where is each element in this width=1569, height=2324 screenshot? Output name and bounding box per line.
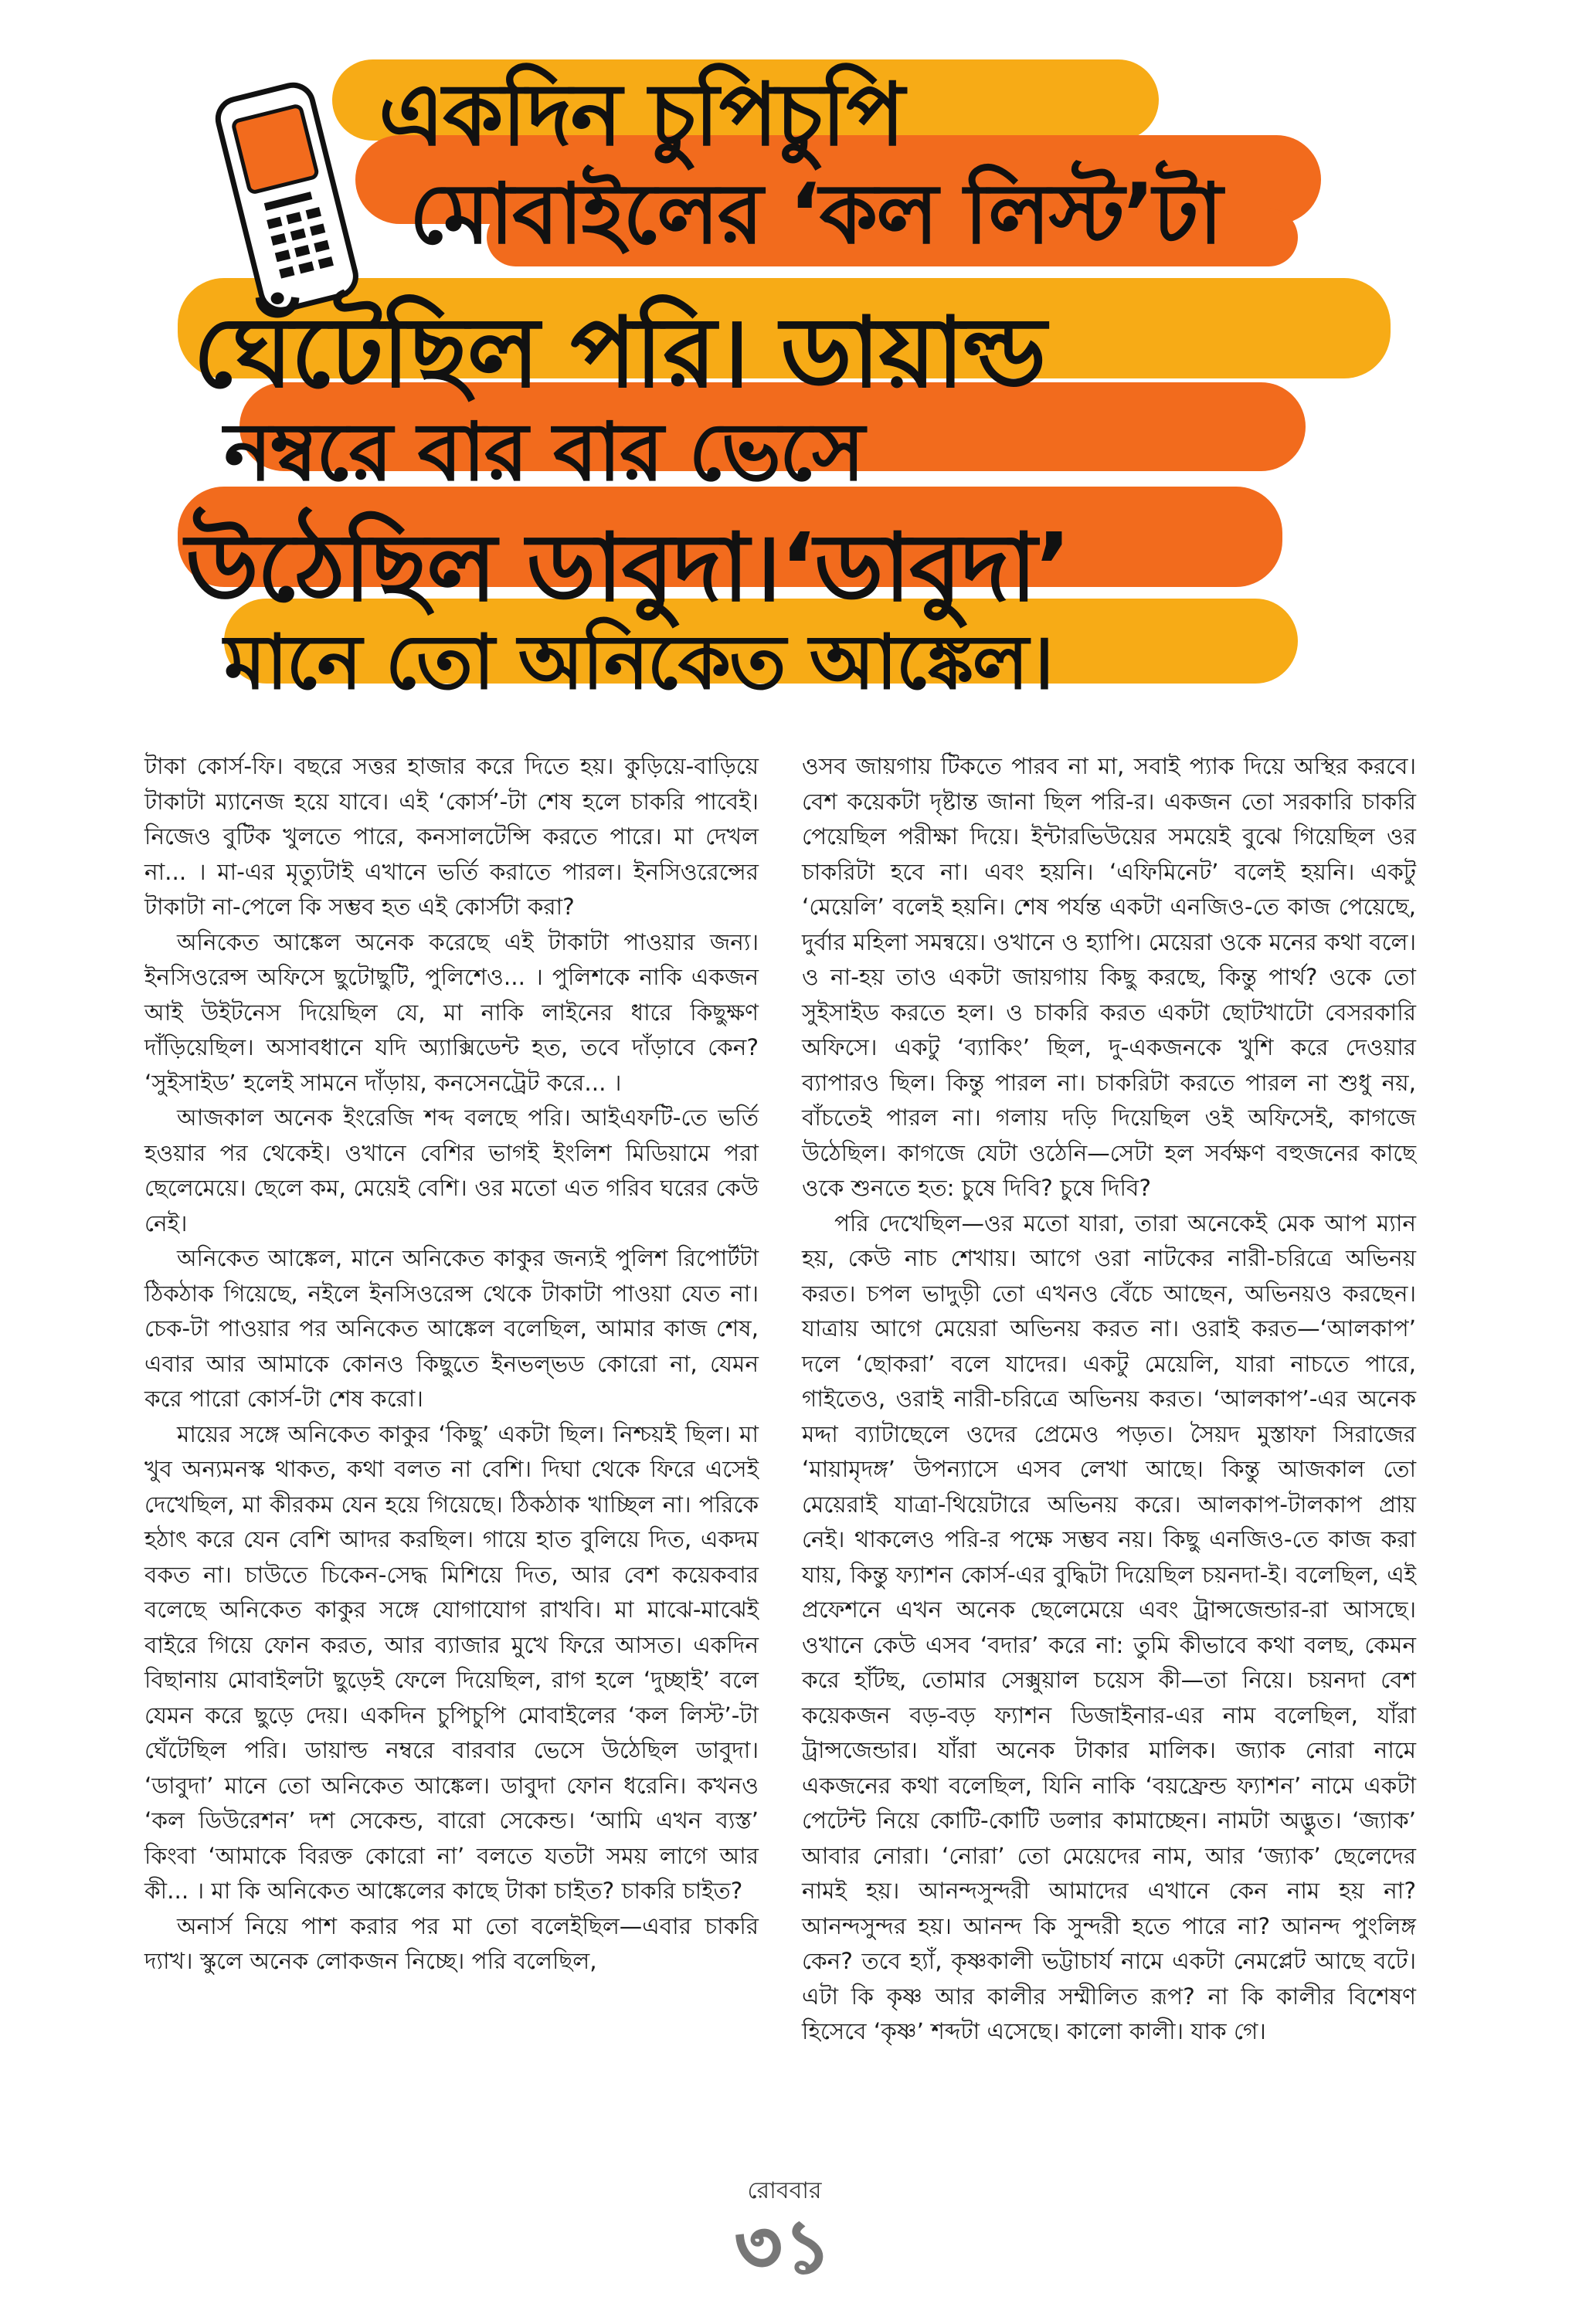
- paragraph: অনার্স নিয়ে পাশ করার পর মা তো বলেইছিল—এবার চাকরি দ্যাখ। স্কুলে অনেক লোকজন নিচ্ছে। পরি বলেছিল,: [144, 1912, 759, 1974]
- paragraph: আজকাল অনেক ইংরেজি শব্দ বলছে পরি। আইএফটি-তে ভর্তি হওয়ার পর থেকেই। ওখানে বেশির ভাগই ইংলিশ মিডিয়ামে পরা ছেলেমেয়ে। ছেলে কম, মেয়েই বেশি। ওর মতো এত গরিব ঘরের কেউ নেই।: [144, 1104, 759, 1237]
- headline-line-4: নম্বরে বার বার ভেসে: [224, 405, 864, 499]
- paragraph: অনিকেত আঙ্কেল, মানে অনিকেত কাকুর জন্যই পুলিশ রিপোর্টটা ঠিকঠাক গিয়েছে, নইলে ইনসিওরেন্স থেকে টাকাটা পাওয়া যেত না। চেক-টা পাওয়ার পর অনিকেত আঙ্কেল বলেছিল, আমার কাজ শেষ, এবার আর আমাকে কোনও কিছুতে ইনভল্ভড কোরো না, যেমন করে পারো কোর্স-টা শেষ করো।: [144, 1245, 759, 1412]
- paragraph: ওসব জায়গায় টিকতে পারব না মা, সবাই প্যাক দিয়ে অস্থির করবে। বেশ কয়েকটা দৃষ্টান্ত জানা ছিল পরি-র। একজন তো সরকারি চাকরি পেয়েছিল পরীক্ষা দিয়ে। ইন্টারভিউয়ের সময়েই বুঝে গিয়েছিল ওর চাকরিটা হবে না। এবং হয়নি। ‘এফিমিনেট’ বলেই হয়নি। একটু ‘মেয়েলি’ বলেই হয়নি। শেষ পর্যন্ত একটা এনজিও-তে কাজ পেয়েছে, দুর্বার মহিলা সমন্বয়ে। ওখানে ও হ্যাপি। মেয়েরা ওকে মনের কথা বলে। ও না-হয় তাও একটা জায়গায় কিছু করছে, কিন্তু পার্থ? ওকে তো সুইসাইড করতে হল। ও চাকরি করত একটা ছোটখাটো বেসরকারি অফিসে। একটু ‘ব্যাকিং’ ছিল, দু-একজনকে খুশি করে দেওয়ার ব্যাপারও ছিল। কিন্তু পারল না। চাকরিটা করতে পারল না শুধু নয়, বাঁচতেই পারল না। গলায় দড়ি দিয়েছিল ওই অফিসেই, কাগজে উঠেছিল। কাগজে যেটা ওঠেনি—সেটা হল সর্বক্ষণ বহুজনের কাছে ওকে শুনতে হত: চুষে দিবি? চুষে দিবি?: [802, 753, 1416, 1201]
- headline-line-1: একদিন চুপিচুপি: [379, 65, 904, 165]
- paragraph: টাকা কোর্স-ফি। বছরে সত্তর হাজার করে দিতে হয়। কুড়িয়ে-বাড়িয়ে টাকাটা ম্যানেজ হয়ে যাবে। এই ‘কোর্স’-টা শেষ হলে চাকরি পাবেই। নিজেও বুটিক খুলতে পারে, কনসালটেন্সি করতে পারে। মা দেখল না... । মা-এর মৃত্যুটাই এখানে ভর্তি করাতে পারল। ইনসিওরেন্সের টাকাটা না-পেলে কি সম্ভব হত এই কোর্সটা করা?: [144, 753, 759, 920]
- article-column-left: [144, 749, 759, 1980]
- paragraph: অনিকেত আঙ্কেল অনেক করেছে এই টাকাটা পাওয়ার জন্য। ইনসিওরেন্স অফিসে ছুটোছুটি, পুলিশেও... । পুলিশকে নাকি একজন আই উইটনেস দিয়েছিল যে, মা নাকি লাইনের ধারে কিছুক্ষণ দাঁড়িয়েছিল। অসাবধানে যদি অ্যাক্সিডেন্ট হত, তবে দাঁড়াবে কেন? ‘সুইসাইড’ হলেই সামনে দাঁড়ায়, কনসেনট্রেট করে... ।: [144, 928, 759, 1096]
- magazine-name: রোববার: [747, 2177, 822, 2204]
- paragraph: পরি দেখেছিল—ওর মতো যারা, তারা অনেকেই মেক আপ ম্যান হয়, কেউ নাচ শেখায়। আগে ওরা নাটকের নারী-চরিত্রে অভিনয় করত। চপল ভাদুড়ী তো এখনও বেঁচে আছেন, অভিনয়ও করছেন। যাত্রায় আগে মেয়েরা অভিনয় করত না। ওরাই করত—‘আলকাপ’ দলে ‘ছোকরা’ বলে যাদের। একটু মেয়েলি, যারা নাচতে পারে, গাইতেও, ওরাই নারী-চরিত্রে অভিনয় করত। ‘আলকাপ’-এর অনেক মদ্দা ব্যাটাছেলে ওদের প্রেমেও পড়ত। সৈয়দ মুস্তাফা সিরাজের ‘মায়ামৃদঙ্গ’ উপন্যাসে এসব লেখা আছে। কিন্তু আজকাল তো মেয়েরাই যাত্রা-থিয়েটারে অভিনয় করে। আলকাপ-টালকাপ প্রায় নেই। থাকলেও পরি-র পক্ষে সম্ভব নয়। কিছু এনজিও-তে কাজ করা যায়, কিন্তু ফ্যাশন কোর্স-এর বুদ্ধিটা দিয়েছিল চয়নদা-ই। বলেছিল, এই প্রফেশনে এখন অনেক ছেলেমেয়ে এবং ট্রান্সজেন্ডার-রা আসছে। ওখানে কেউ এসব ‘বদার’ করে না: তুমি কীভাবে কথা বলছ, কেমন করে হাঁটছ, তোমার সেক্সুয়াল চয়েস কী—তা নিয়ে। চয়নদা বেশ কয়েকজন বড়-বড় ফ্যাশন ডিজাইনার-এর নাম বলেছিল, যাঁরা ট্রান্সজেন্ডার। যাঁরা অনেক টাকার মালিক। জ্যাক নোরা নামে একজনের কথা বলেছিল, যিনি নাকি ‘বয়ফ্রেন্ড ফ্যাশন’ নামে একটা পেটেন্ট নিয়ে কোটি-কোটি ডলার কামাচ্ছেন। নামটা অদ্ভুত। ‘জ্যাক’ আবার নোরা। ‘নোরা’ তো মেয়েদের নাম, আর ‘জ্যাক’ ছেলেদের নামই হয়। আনন্দসুন্দরী আমাদের এখানে কেন নাম হয় না? আনন্দসুন্দর হয়। আনন্দ কি সুন্দরী হতে পারে না? আনন্দ পুংলিঙ্গ কেন? তবে হ্যাঁ, কৃষ্ণকালী ভট্টাচার্য নামে একটা নেমপ্লেট আছে বটে। এটা কি কৃষ্ণ আর কালীর সম্মীলিত রূপ? না কি কালীর বিশেষণ হিসেবে ‘কৃষ্ণ’ শব্দটা এসেছে। কালো কালী। যাক গে।: [802, 1209, 1416, 2044]
- headline: [178, 42, 1383, 707]
- headline-line-3: ঘেঁটেছিল পরি। ডায়াল্ড: [193, 296, 1045, 409]
- headline-line-2: মোবাইলের ‘কল লিস্ট’টা: [409, 166, 1221, 263]
- headline-line-5: উঠেছিল ডাবুদা।‘ডাবুদা’: [185, 513, 1070, 623]
- page-number: ৩১: [735, 2206, 834, 2288]
- paragraph: মায়ের সঙ্গে অনিকেত কাকুর ‘কিছু’ একটা ছিল। নিশ্চয়ই ছিল। মা খুব অন্যমনস্ক থাকত, কথা বলত না বেশি। দিঘা থেকে ফিরে এসেই দেখেছিল, মা কীরকম যেন হয়ে গিয়েছে। ঠিকঠাক খাচ্ছিল না। পরিকে হঠাৎ করে যেন বেশি আদর করছিল। গায়ে হাত বুলিয়ে দিত, একদম বকত না। চাউতে চিকেন-সেদ্ধ মিশিয়ে দিত, আর বেশ কয়েকবার বলেছে অনিকেত কাকুর সঙ্গে যোগাযোগ রাখবি। মা মাঝে-মাঝেই বাইরে গিয়ে ফোন করত, আর ব্যাজার মুখে ফিরে আসত। একদিন বিছানায় মোবাইলটা ছুড়েই ফেলে দিয়েছিল, রাগ হলে ‘দুচ্ছাই’ বলে যেমন করে ছুড়ে দেয়। একদিন চুপিচুপি মোবাইলের ‘কল লিস্ট’-টা ঘেঁটেছিল পরি। ডায়াল্ড নম্বরে বারবার ভেসে উঠেছিল ডাবুদা। ‘ডাবুদা’ মানে তো অনিকেত আঙ্কেল। ডাবুদা ফোন ধরেনি। কখনও ‘কল ডিউরেশন’ দশ সেকেন্ড, বারো সেকেন্ড। ‘আমি এখন ব্যস্ত’ কিংবা ‘আমাকে বিরক্ত কোরো না’ বলতে যতটা সময় লাগে আর কী... । মা কি অনিকেত আঙ্কেলের কাছে টাকা চাইত? চাকরি চাইত?: [144, 1420, 759, 1904]
- article-column-right: [802, 749, 1416, 2050]
- headline-banner: [178, 42, 1383, 707]
- headline-line-6: মানে তো অনিকেত আঙ্কেল।: [224, 619, 1053, 707]
